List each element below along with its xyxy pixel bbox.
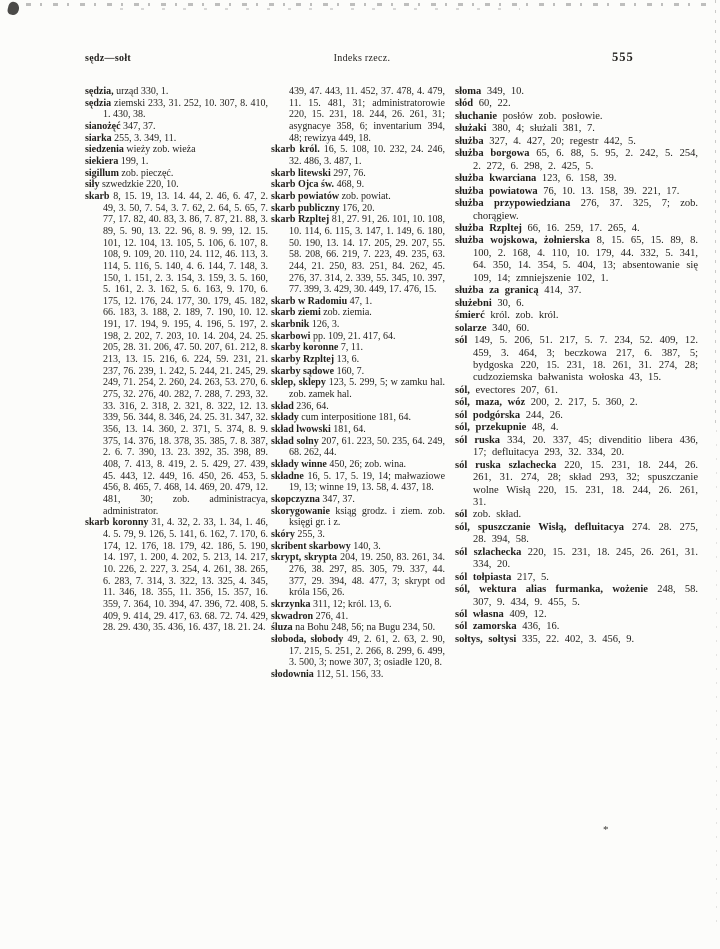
index-entry bbox=[455, 435, 698, 460]
footnote-star: * bbox=[603, 824, 609, 836]
entry-refs: 335, 22. 402, 3. 456, 9. bbox=[521, 633, 635, 645]
entry-term: sól ruska bbox=[455, 434, 501, 446]
entry-refs: 47, 1. bbox=[349, 295, 373, 307]
index-entry bbox=[455, 323, 698, 335]
index-entry bbox=[455, 298, 698, 310]
entry-refs: na Bohu 248, 56; na Bugu 234, 50. bbox=[295, 622, 436, 634]
ink-smudge bbox=[7, 1, 21, 16]
column-2 bbox=[271, 86, 445, 680]
entry-refs: 220, 15. 231, 18. 245, 26. 261, 31. 334, 20. bbox=[473, 546, 699, 571]
index-entry bbox=[85, 179, 268, 191]
entry-term: skład bbox=[271, 400, 294, 412]
entry-term: skarb Rzpltej bbox=[271, 214, 330, 226]
index-entry bbox=[455, 584, 698, 609]
entry-refs: 181, 64. bbox=[333, 424, 366, 436]
entry-refs: 347, 37. bbox=[322, 493, 355, 505]
index-entry bbox=[271, 191, 445, 203]
entry-refs: 199, 1. bbox=[120, 155, 149, 167]
entry-refs: 123, 5. 299, 5; w zamku hal. zob. zamek hal. bbox=[289, 377, 446, 401]
entry-term: sól podgórska bbox=[455, 409, 521, 421]
page-number: 555 bbox=[612, 50, 634, 64]
index-entry bbox=[455, 385, 698, 397]
index-entry bbox=[455, 609, 698, 621]
column-1 bbox=[85, 86, 268, 634]
entry-refs: urząd 330, 1. bbox=[116, 86, 169, 97]
index-entry bbox=[271, 436, 445, 459]
entry-refs: 76, 10. 13. 158, 39. 221, 17. bbox=[543, 185, 680, 197]
entry-term: skarby Rzpltej bbox=[271, 354, 335, 366]
entry-term: siarka bbox=[85, 132, 112, 144]
index-entry bbox=[271, 307, 445, 319]
entry-term: skarbnik bbox=[271, 319, 310, 331]
entry-refs: 274. 28. 275, 28. 394, 58. bbox=[473, 521, 699, 546]
index-entry bbox=[271, 529, 445, 541]
entry-term: sól, przekupnie bbox=[455, 422, 527, 434]
entry-term: sól własna bbox=[455, 609, 504, 621]
index-entry bbox=[271, 634, 445, 669]
entry-refs: 450, 26; zob. wina. bbox=[329, 459, 407, 470]
index-entry bbox=[85, 133, 268, 145]
index-entry bbox=[271, 424, 445, 436]
entry-refs: 414, 37. bbox=[544, 285, 582, 297]
entry-term: służba borgowa bbox=[455, 148, 530, 160]
running-head-title: Indeks rzecz. bbox=[333, 53, 391, 64]
entry-term: słoboda, słobody bbox=[271, 633, 344, 645]
entry-refs: 48, 4. bbox=[531, 422, 559, 434]
index-entry bbox=[455, 285, 698, 297]
entry-refs: 204, 19. 250, 83. 261, 34. 276, 38. 297, 85. 305, 79. 337, 44. 377, 29. 394, 48. 477, 3; skrypt od króla 156, 26. bbox=[289, 552, 446, 599]
entry-refs: 7, 11. bbox=[340, 342, 363, 354]
entry-refs: 409, 12. bbox=[509, 609, 547, 621]
entry-refs: szwedzkie 220, 10. bbox=[101, 179, 179, 191]
entry-refs: 200, 2. 217, 5. 360, 2. bbox=[530, 397, 638, 409]
entry-refs: 65, 6. 88, 5. 95, 2. 242, 5. 254, 2. 272, 6. 298, 2. 425, 5. bbox=[473, 148, 699, 172]
index-entry bbox=[455, 572, 698, 584]
entry-term: skarb Ojca św. bbox=[271, 179, 335, 191]
entry-term: skarb powiatów bbox=[271, 190, 340, 202]
index-entry bbox=[271, 214, 445, 296]
index-entry bbox=[455, 634, 698, 646]
entry-refs: 149, 5. 206, 51. 217, 5. 7. 234, 52. 409, 12. 459, 3. 464, 3; beczkowa 217, 6. 387, 5; bydgoska 220, 15. 231, 18. 261, 31. 274, 28; cudzoziemska bałwanista wołoska 43, 15. bbox=[473, 335, 699, 384]
entry-refs: 468, 9. bbox=[336, 179, 365, 191]
entry-term: sól bbox=[455, 509, 468, 521]
index-entry bbox=[85, 86, 268, 98]
entry-term: śluza bbox=[271, 622, 293, 634]
entry-refs: ziemski 233, 31. 252, 10. 307, 8. 410, 1. 430, 38. bbox=[103, 97, 269, 121]
entry-refs: posłów zob. posłowie. bbox=[502, 110, 603, 122]
index-entry bbox=[271, 144, 445, 167]
entry-term: sól szlachecka bbox=[455, 546, 522, 558]
entry-refs: 16, 5. 17, 5. 19, 14; małwaziowe 19, 13; winne 19, 13. 58, 4. 437, 18. bbox=[289, 470, 446, 494]
entry-refs: 255, 3. bbox=[297, 528, 325, 540]
entry-refs: 126, 3. bbox=[311, 319, 340, 331]
entry-refs: zob. skład. bbox=[472, 509, 522, 521]
entry-term: skwadron bbox=[271, 610, 314, 622]
entry-term: skarb koronny bbox=[85, 517, 149, 529]
index-entry bbox=[271, 401, 445, 413]
entry-term: służba Rzpltej bbox=[455, 222, 522, 234]
entry-term: składne bbox=[271, 470, 304, 482]
entry-refs: 81, 27. 91, 26. 101, 10. 108, 10. 114, 6. 115, 3. 147, 1. 149, 6. 180, 50. 190, 13. 14. 17. 205, 29. 207, 55. 58. 208, 66. 219, 7. 223, 49. 235, 63. 244, 21. 250, 83. 251, 84. 262, 45. 276, 37. 314, 2. 339, 55. 345, 10. 397, 77. 399, 3. 429, 30. 449, 17. 476, 15. bbox=[289, 214, 445, 296]
index-entry bbox=[455, 173, 698, 185]
scan-edge-dots-right bbox=[715, 0, 716, 430]
entry-refs: 436, 16. bbox=[522, 621, 560, 633]
entry-term: sigillum bbox=[85, 167, 119, 179]
index-entry bbox=[85, 121, 268, 133]
index-entry bbox=[271, 494, 445, 506]
entry-term: skarb ziemi bbox=[271, 307, 321, 319]
entry-term: skrzynka bbox=[271, 598, 311, 610]
index-entry bbox=[455, 123, 698, 135]
entry-term: skarby koronne bbox=[271, 342, 339, 354]
entry-term: sklep, sklepy bbox=[271, 377, 326, 389]
entry-term: służba powiatowa bbox=[455, 185, 538, 197]
index-entry bbox=[85, 191, 268, 517]
entry-refs: król. zob. król. bbox=[490, 310, 559, 322]
entry-refs: 8, 15. 19, 13. 14. 44, 2. 46, 6. 47, 2. 49, 3. 50, 7. 54, 3. 7. 62, 2. 64, 5. 65, 7. 77, 17. 82, 40. 83, 3. 86, 7. 87, 21. 88, 3. 89, 5. 90, 13. 22. 96, 8. 9. 99, 12. 15. 101, 12. 104, 13. 105, 5. 106, 6. 107, 8. 108, 9. 109, 20. 110, 24. 112, 46. 113, 3. 114, 5. 116, 5. 140, 4. 6. 144, 7. 148, 3. 150, 1. 151, 2. 3. 154, 3. 159, 3. 5. 160, 5. 161, 2. 3. 162, 5. 6. 163, 9. 170, 6. 175, 12. 176, 24. 177, 30. 179, 45. 182, 66. 183, 3. 188, 2. 189, 7. 190, 10. 12. 191, 17. 194, 9. 195, 4. 196, 5. 197, 2. 198, 2. 202, 7. 203, 10. 14. 204, 24. 25. 205, 28. 31. 206, 47. 50. 207, 61. 212, 8. 213, 13. 15. 216, 6. 224, 59. 231, 21. 237, 76. 239, 1. 242, 5. 244, 21. 245, 29. 249, 71. 254, 2. 260, 24. 263, 53. 270, 6. 275, 32. 276, 40. 282, 7. 288, 7. 293, 32. 33. 316, 2. 318, 2. 321, 8. 322, 12. 13. 339, 56. 344, 8. 346, 24. 25. 31. 347, 32. 356, 13. 14. 360, 2. 371, 5. 374, 8. 9. 375, 14. 376, 18. 378, 35. 385, 7. 8. 387, 2. 6. 7. 390, 13. 23. 392, 35. 398, 89. 408, 7. 413, 8. 419, 2. 5. 429, 27. 439, 45. 443, 12. 449, 16. 450, 26. 453, 5. 456, 8. 465, 7. 468, 14. 469, 20. 479, 12. 481, 30; zob. administracya, administrator. bbox=[103, 190, 269, 517]
entry-term: służba za granicą bbox=[455, 285, 539, 297]
entry-refs: zob. ziemia. bbox=[323, 307, 372, 319]
entry-term: siekiera bbox=[85, 155, 119, 167]
entry-refs: wieży zob. wieża bbox=[126, 144, 196, 156]
index-entry bbox=[271, 412, 445, 424]
entry-refs: 220, 15. 231, 18. 244, 26. 261, 31. 274, 28; skład 293, 32; spuszczanie wolne Wisłą 220, 15. 231, 18. 244, 26. 261, 31. bbox=[473, 459, 698, 508]
index-entry bbox=[271, 506, 445, 529]
entry-term: sól, spuszczanie Wisłą, defluitacya bbox=[455, 521, 624, 533]
entry-refs: 123, 6. 158, 39. bbox=[541, 173, 617, 185]
entry-refs: 60, 22. bbox=[478, 98, 511, 110]
index-entry bbox=[271, 168, 445, 180]
entry-refs: 30, 6. bbox=[497, 297, 525, 309]
entry-term: solarze bbox=[455, 322, 487, 334]
index-entry bbox=[455, 111, 698, 123]
index-entry bbox=[455, 186, 698, 198]
index-entry bbox=[271, 331, 445, 343]
index-entry bbox=[271, 319, 445, 331]
entry-term: skopczyzna bbox=[271, 493, 320, 505]
index-entry bbox=[455, 422, 698, 434]
entry-term: skorygowanie bbox=[271, 505, 330, 517]
index-entry bbox=[455, 547, 698, 572]
index-entry bbox=[455, 235, 698, 285]
entry-term: słoma bbox=[455, 86, 482, 97]
entry-refs: 297, 76. bbox=[333, 167, 366, 179]
index-entry bbox=[271, 552, 445, 599]
entry-refs: 380, 4; służali 381, 7. bbox=[492, 123, 595, 135]
entry-term: składy bbox=[271, 412, 299, 424]
index-entry bbox=[271, 541, 445, 553]
entry-refs: 176, 20. bbox=[342, 202, 375, 214]
entry-term: skład lwowski bbox=[271, 424, 331, 436]
entry-term: sól zamorska bbox=[455, 621, 517, 633]
index-entry bbox=[271, 366, 445, 378]
index-entry bbox=[271, 599, 445, 611]
entry-term: służaki bbox=[455, 123, 487, 135]
entry-term: służba wojskowa, żołnierska bbox=[455, 235, 590, 247]
index-entry bbox=[455, 335, 698, 385]
entry-term: służebni bbox=[455, 297, 492, 309]
entry-refs: 31, 4. 32, 2. 33, 1. 34, 1. 46, 4. 5. 79, 9. 126, 5. 141, 6. 162, 7. 170, 6. 174, 12. 176, 18. 179, 42. 186, 5. 190, 14. 197, 1. 200, 4. 202, 5. 213, 14. 217, 10. 226, 2. 227, 3. 254, 4. 261, 38. 265, 6. 283, 7. 314, 3. 322, 13. 325, 4. 345, 11. 346, 18. 355, 11. 356, 15. 357, 16. 359, 7. 364, 10. 394, 47. 396, 72. 408, 5. 409, 9. 414, 29. 417, 63. 68. 72. 74. 429, 28. 29. 430, 35. 436, 16. 437, 18. 21. 24. bbox=[103, 517, 268, 634]
entry-refs: 207, 61. 223, 50. 235, 64. 249, 68. 262, 44. bbox=[289, 435, 446, 459]
entry-refs: 66, 16. 259, 17. 265, 4. bbox=[527, 222, 640, 234]
entry-term: sianożęć bbox=[85, 120, 121, 132]
index-entry bbox=[271, 203, 445, 215]
index-entry bbox=[85, 156, 268, 168]
scan-edge-dashes bbox=[26, 3, 714, 6]
entry-term: skarb publiczny bbox=[271, 202, 340, 214]
entry-refs: 347, 37. bbox=[123, 120, 156, 132]
entry-term: słuchanie bbox=[455, 110, 498, 122]
index-entry bbox=[271, 179, 445, 191]
index-entry bbox=[455, 98, 698, 110]
entry-term: skarbowi bbox=[271, 330, 311, 342]
index-entry bbox=[455, 223, 698, 235]
index-entry bbox=[85, 98, 268, 121]
index-entry bbox=[455, 148, 698, 173]
entry-term: skrypt, skrypta bbox=[271, 552, 338, 564]
index-entry bbox=[271, 669, 445, 681]
entry-term: skarby sądowe bbox=[271, 365, 335, 377]
entry-term: skład solny bbox=[271, 435, 319, 447]
entry-refs: 8, 15. 65, 15. 89, 8. 100, 2. 168, 4. 110, 10. 179, 44. 332, 5. 341, 64. 350, 14. 354, 5. 404, 13; absentowanie się 109, 14; zmniejszenie 102, 1. bbox=[473, 235, 699, 284]
entry-refs: 49, 2. 61, 2. 63, 2. 90, 17. 215, 5. 251, 2. 266, 8. 299, 6. 499, 3. 500, 3; nowe 307, 3; osiadłe 120, 8. bbox=[289, 633, 446, 669]
entry-refs: 112, 51. 156, 33. bbox=[316, 668, 384, 680]
entry-refs: 236, 64. bbox=[296, 400, 329, 412]
entry-refs: 311, 12; król. 13, 6. bbox=[312, 598, 392, 610]
entry-refs: 244, 26. bbox=[525, 409, 563, 421]
index-entry bbox=[271, 377, 445, 400]
column-3 bbox=[455, 86, 698, 646]
entry-refs: 140, 3. bbox=[353, 540, 381, 552]
entry-term: skarb bbox=[85, 190, 110, 202]
entry-refs: 334, 20. 337, 45; divenditio libera 436, 17; defluitacya 293, 32. 334, 20. bbox=[473, 434, 698, 459]
index-entry bbox=[271, 342, 445, 354]
index-entry bbox=[455, 522, 698, 547]
entry-term: składy winne bbox=[271, 459, 327, 470]
entry-term: służba przypowiedziana bbox=[455, 198, 571, 210]
entry-term: sędzia, bbox=[85, 86, 114, 97]
index-entry bbox=[271, 296, 445, 308]
entry-refs: 349, 10. bbox=[486, 86, 524, 97]
index-entry bbox=[271, 471, 445, 494]
entry-term: sołtys, sołtysi bbox=[455, 633, 517, 645]
index-entry bbox=[85, 517, 268, 634]
entry-term: służba bbox=[455, 135, 484, 147]
entry-term: skóry bbox=[271, 528, 295, 540]
entry-term: sól tołpiasta bbox=[455, 571, 512, 583]
entry-refs: evectores 207, 61. bbox=[475, 384, 558, 396]
entry-refs: 276, 41. bbox=[315, 610, 349, 622]
index-entry bbox=[455, 136, 698, 148]
entry-term: sól, maza, wóz bbox=[455, 397, 526, 409]
entry-term: sól, wektura alias furmanka, wożenie bbox=[455, 584, 648, 596]
entry-refs: cum interpositione 181, 64. bbox=[301, 412, 412, 424]
entry-refs: 255, 3. 349, 11. bbox=[114, 132, 177, 144]
index-entry bbox=[271, 622, 445, 634]
entry-refs: 276, 37. 325, 7; zob. chorągiew. bbox=[473, 198, 698, 222]
entry-refs: ksiąg grodz. i ziem. zob. księgi gr. i z. bbox=[289, 505, 446, 529]
entry-term: śmierć bbox=[455, 310, 485, 322]
index-entry bbox=[455, 460, 698, 510]
entry-refs: 16, 5. 108, 10. 232, 24. 246, 32. 486, 3. 487, 1. bbox=[289, 144, 446, 167]
entry-refs: 327, 4. 427, 20; regestr 442, 5. bbox=[489, 135, 636, 147]
running-head-range: sędz—sołt bbox=[85, 53, 132, 64]
index-entry bbox=[455, 397, 698, 409]
entry-term: służba kwarciana bbox=[455, 173, 537, 185]
index-entry bbox=[85, 144, 268, 156]
entry-term: słód bbox=[455, 98, 474, 110]
entry-term: sędzia bbox=[85, 97, 112, 109]
entry-term: siły bbox=[85, 179, 100, 191]
index-entry-continuation bbox=[271, 86, 445, 144]
index-entry bbox=[271, 459, 445, 471]
entry-term: sól bbox=[455, 335, 468, 347]
index-entry bbox=[455, 310, 698, 322]
entry-refs: pp. 109, 21. 417, 64. bbox=[312, 330, 396, 342]
index-entry bbox=[271, 611, 445, 623]
index-entry bbox=[455, 621, 698, 633]
entry-term: skarb król. bbox=[271, 144, 320, 156]
entry-term: skarb litewski bbox=[271, 167, 331, 179]
entry-refs: 439, 47. 443, 11. 452, 37. 478, 4. 479, 11. 15. 481, 31; administratorowie 220, 15. 231, 18. 244, 26. 261, 31; asygnacye 358, 6; inventarium 394, 48; rewizya 449, 18. bbox=[289, 86, 445, 144]
entry-refs: 160, 7. bbox=[336, 365, 365, 377]
index-entry bbox=[455, 509, 698, 521]
entry-refs: 13, 6. bbox=[336, 354, 360, 366]
index-entry bbox=[85, 168, 268, 180]
entry-term: sól, bbox=[455, 384, 470, 396]
entry-term: skribent skarbowy bbox=[271, 540, 351, 552]
index-entry bbox=[455, 410, 698, 422]
entry-term: słodownia bbox=[271, 668, 314, 680]
entry-term: skarb w Radomiu bbox=[271, 295, 348, 307]
index-entry bbox=[271, 354, 445, 366]
entry-refs: 217, 5. bbox=[517, 571, 549, 583]
scan-edge-dashes-faint bbox=[120, 8, 520, 10]
entry-refs: zob. pieczęć. bbox=[121, 167, 174, 179]
entry-term: sól ruska szlachecka bbox=[455, 459, 557, 471]
entry-term: siedzenia bbox=[85, 144, 124, 156]
entry-refs: 340, 60. bbox=[492, 322, 530, 334]
index-entry bbox=[455, 86, 698, 98]
entry-refs: 248, 58. 307, 9. 434, 9. 455, 5. bbox=[473, 584, 699, 608]
scan-edge-dots-right-lower bbox=[716, 430, 717, 930]
index-entry bbox=[455, 198, 698, 223]
entry-refs: zob. powiat. bbox=[341, 190, 391, 202]
